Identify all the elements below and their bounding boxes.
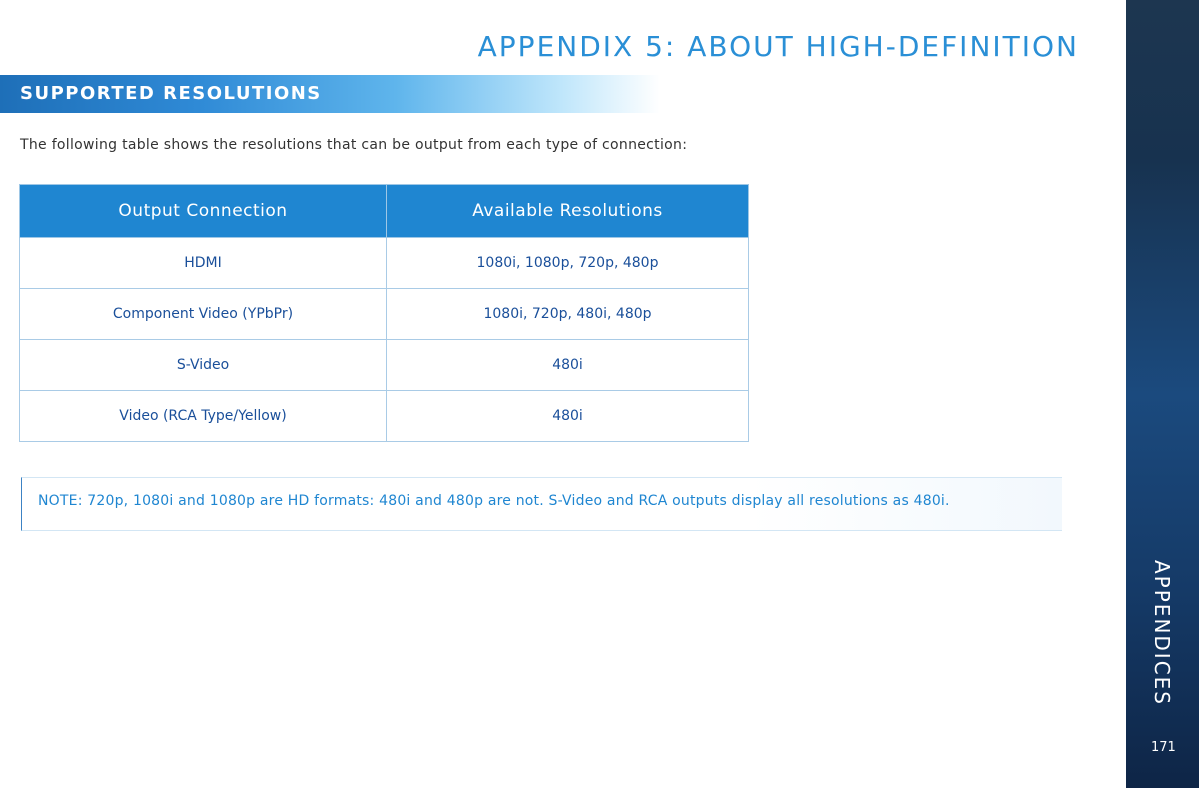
connection-cell: Component Video (YPbPr) (20, 289, 387, 340)
resolutions-cell: 1080i, 720p, 480i, 480p (387, 289, 749, 340)
section-title: SUPPORTED RESOLUTIONS (20, 83, 322, 104)
table-row (20, 391, 749, 442)
column-header-available-resolutions: Available Resolutions (387, 185, 749, 238)
column-header-output-connection: Output Connection (20, 185, 387, 238)
side-tab-label: APPENDICES (1150, 560, 1174, 706)
connection-cell: HDMI (20, 238, 387, 289)
intro-paragraph: The following table shows the resolutions that can be output from each type of connection: (20, 137, 688, 153)
page-number: 171 (1151, 740, 1176, 755)
resolutions-cell: 1080i, 1080p, 720p, 480p (387, 238, 749, 289)
note-text: NOTE: 720p, 1080i and 1080p are HD formats: 480i and 480p are not. S-Video and RCA outputs display all resolutions as 480i. (38, 493, 950, 509)
resolutions-cell: 480i (387, 340, 749, 391)
table-row (20, 238, 749, 289)
note-box (21, 477, 1062, 531)
resolutions-table (19, 184, 749, 442)
table-header-row (20, 185, 749, 238)
resolutions-cell: 480i (387, 391, 749, 442)
table-row (20, 340, 749, 391)
page-title: APPENDIX 5: ABOUT HIGH-DEFINITION (477, 30, 1079, 63)
connection-cell: Video (RCA Type/Yellow) (20, 391, 387, 442)
connection-cell: S-Video (20, 340, 387, 391)
table-row (20, 289, 749, 340)
